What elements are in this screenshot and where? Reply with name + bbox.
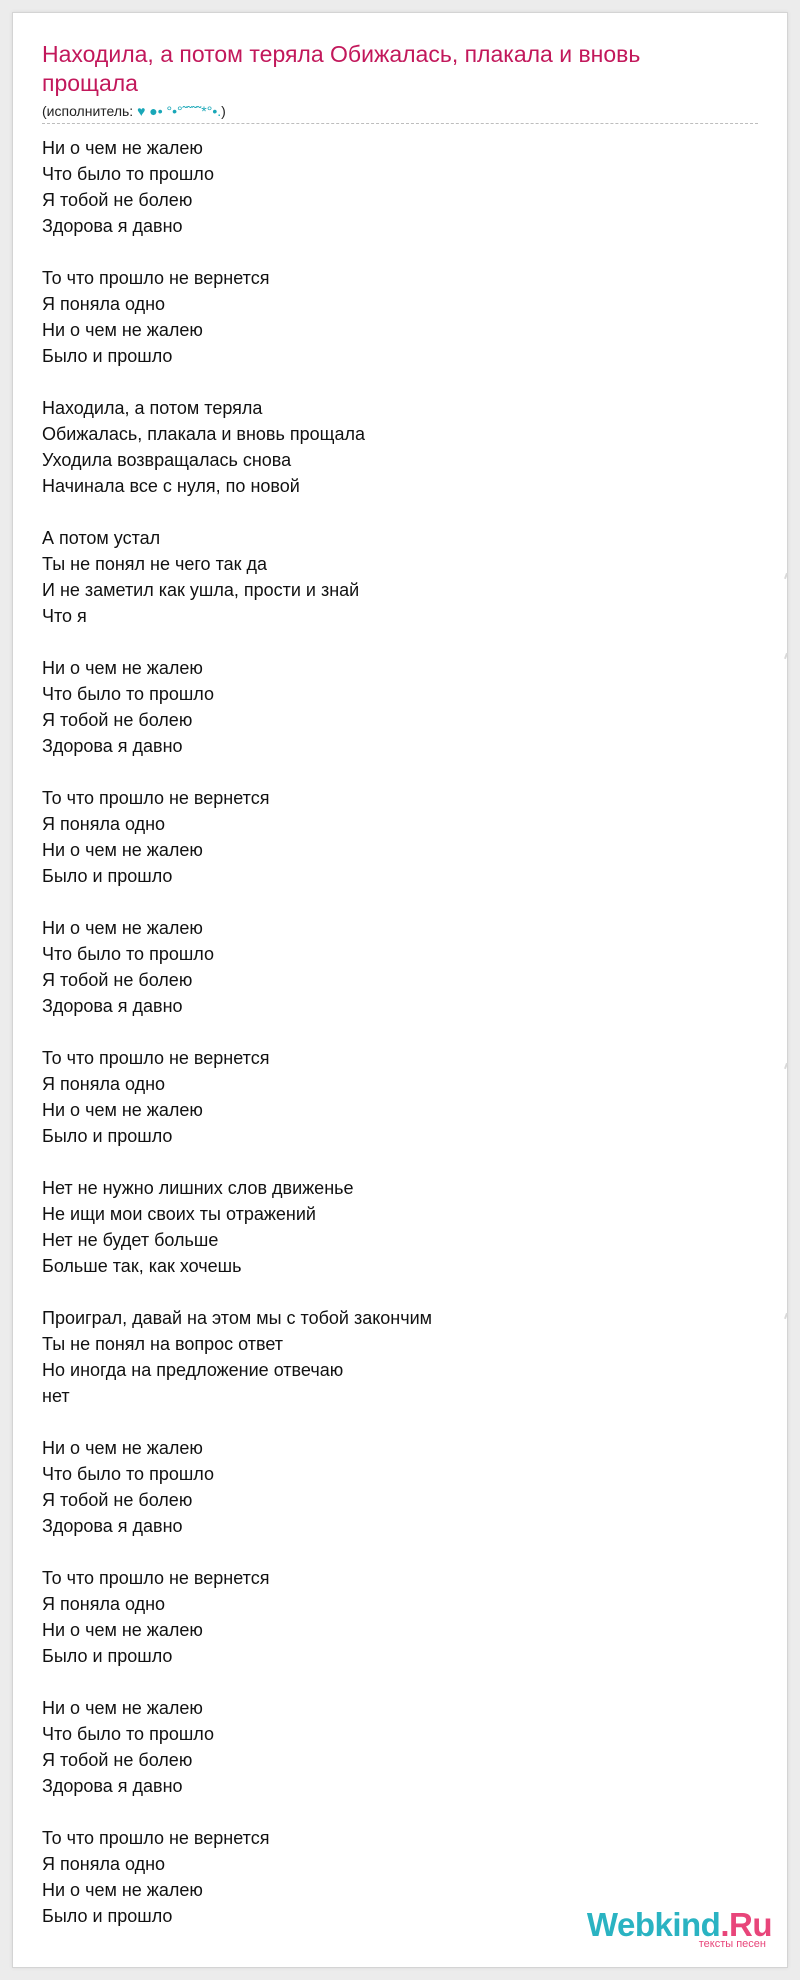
logo-name: Webkind [586, 1906, 721, 1943]
lyrics-line: Я поняла одно [42, 1594, 166, 1614]
lyrics-line: Было и прошло [42, 346, 173, 366]
lyrics-line: Ты не понял не чего так да [42, 554, 268, 574]
lyrics-line: И не заметил как ушла, прости и знай [42, 580, 360, 600]
lyrics-line: Ни о чем не жалею [42, 1880, 203, 1900]
lyrics-line: Ни о чем не жалею [42, 1100, 203, 1120]
lyrics-stanza [42, 655, 742, 759]
lyrics-line: Было и прошло [42, 1126, 173, 1146]
lyrics-line: Что было то прошло [42, 1724, 214, 1744]
lyrics-line: Я поняла одно [42, 1854, 166, 1874]
lyrics-line: Я тобой не болею [42, 970, 193, 990]
lyrics-line: Ни о чем не жалею [42, 1438, 203, 1458]
lyrics-stanza [42, 395, 742, 499]
lyrics-stanza [42, 265, 742, 369]
lyrics-line: Начинала все с нуля, по новой [42, 476, 300, 496]
lyrics-stanza [42, 1435, 742, 1539]
title-divider [42, 123, 758, 124]
lyrics-line: Что было то прошло [42, 1464, 214, 1484]
lyrics-line: То что прошло не вернется [42, 268, 270, 288]
lyrics-line: Не ищи мои своих ты отражений [42, 1204, 316, 1224]
page-scratch [784, 1313, 788, 1319]
lyrics-line: Я поняла одно [42, 1074, 166, 1094]
lyrics-line: Ни о чем не жалею [42, 658, 203, 678]
lyrics-line: Что было то прошло [42, 684, 214, 704]
lyrics-line: То что прошло не вернется [42, 788, 270, 808]
lyrics-line: Больше так, как хочешь [42, 1256, 242, 1276]
site-logo[interactable] [587, 1908, 772, 1950]
lyrics-line: Здорова я давно [42, 996, 183, 1016]
logo-tld: .Ru [720, 1906, 772, 1943]
lyrics-line: Нет не будет больше [42, 1230, 219, 1250]
artist-prefix: (исполнитель: [42, 103, 138, 119]
lyrics-line: Проиграл, давай на этом мы с тобой закончим [42, 1308, 433, 1328]
lyrics-line: Что было то прошло [42, 944, 214, 964]
lyrics-line: Ни о чем не жалею [42, 1620, 203, 1640]
lyrics-line: нет [42, 1386, 70, 1406]
lyrics-line: То что прошло не вернется [42, 1568, 270, 1588]
lyrics-line: Что было то прошло [42, 164, 214, 184]
lyrics-line: Здорова я давно [42, 1776, 183, 1796]
lyrics-line: Обижалась, плакала и вновь прощала [42, 424, 365, 444]
page-scratch [784, 1063, 788, 1069]
lyrics-line: Было и прошло [42, 866, 173, 886]
lyrics-line: Было и прошло [42, 1906, 173, 1926]
artist-line [42, 102, 226, 120]
song-title: Находила, а потом теряла Обижалась, плакала и вновь прощала [42, 41, 641, 96]
lyrics-line: Я тобой не болею [42, 190, 193, 210]
lyrics-line: Что я [42, 606, 87, 626]
lyrics-line: Ни о чем не жалею [42, 840, 203, 860]
lyrics-line: Ни о чем не жалею [42, 320, 203, 340]
artist-name-link[interactable]: ♥ ●• °•°˜˜˜˜*°•. [137, 103, 222, 119]
lyrics-line: Ты не понял на вопрос ответ [42, 1334, 284, 1354]
lyrics-line: Уходила возвращалась снова [42, 450, 292, 470]
lyrics-line: Было и прошло [42, 1646, 173, 1666]
lyrics-line: Я поняла одно [42, 814, 166, 834]
page-scratch [784, 653, 788, 659]
lyrics-stanza [42, 1565, 742, 1669]
lyrics-stanza [42, 785, 742, 889]
lyrics-line: Я тобой не болею [42, 710, 193, 730]
lyrics-line: Я поняла одно [42, 294, 166, 314]
lyrics-line: Здорова я давно [42, 216, 183, 236]
lyrics-stanza [42, 1305, 742, 1409]
lyrics-line: Ни о чем не жалею [42, 138, 203, 158]
lyrics-line: То что прошло не вернется [42, 1048, 270, 1068]
lyrics-line: Здорова я давно [42, 736, 183, 756]
lyrics-line: Ни о чем не жалею [42, 918, 203, 938]
lyrics-stanza [42, 525, 742, 629]
lyrics-line: Я тобой не болею [42, 1750, 193, 1770]
logo-wordmark [587, 1908, 772, 1942]
lyrics-stanza [42, 1695, 742, 1799]
lyrics-stanza [42, 135, 742, 239]
lyrics-line: То что прошло не вернется [42, 1828, 270, 1848]
lyrics-line: Здорова я давно [42, 1516, 183, 1536]
artist-suffix: ) [221, 103, 226, 119]
lyrics-line: Нет не нужно лишних слов движенье [42, 1178, 354, 1198]
logo-tagline: тексты песен [698, 1938, 766, 1950]
page-scratch [784, 573, 788, 579]
lyrics-line: Находила, а потом теряла [42, 398, 263, 418]
lyrics-stanza [42, 1045, 742, 1149]
lyrics-line: Ни о чем не жалею [42, 1698, 203, 1718]
lyrics-line: Я тобой не болею [42, 1490, 193, 1510]
lyrics-line: Но иногда на предложение отвечаю [42, 1360, 344, 1380]
lyrics-stanza [42, 915, 742, 1019]
lyrics-body [42, 135, 742, 1955]
lyrics-line: А потом устал [42, 528, 161, 548]
lyrics-stanza [42, 1175, 742, 1279]
